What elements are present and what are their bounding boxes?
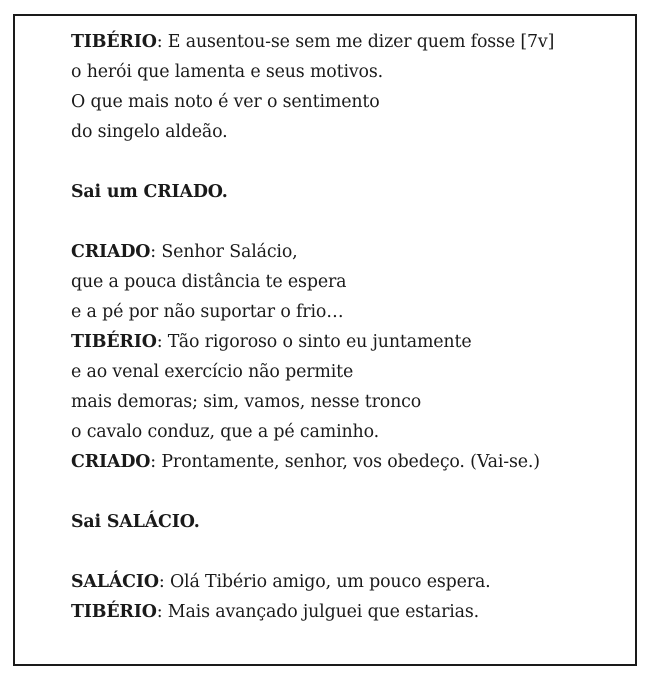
stage-direction bbox=[71, 507, 625, 537]
verse-text: o cavalo conduz, que a pé caminho. bbox=[71, 422, 379, 442]
speaker-name: TIBÉRIO bbox=[71, 32, 157, 52]
stage-direction-text: Sai um CRIADO. bbox=[71, 182, 228, 202]
speech-text: : Senhor Salácio, bbox=[150, 242, 298, 262]
blank-line bbox=[71, 477, 625, 507]
speech-line bbox=[71, 327, 625, 357]
verse-text: O que mais noto é ver o sentimento bbox=[71, 92, 380, 112]
verse-line bbox=[71, 267, 625, 297]
verse-text: o herói que lamenta e seus motivos. bbox=[71, 62, 384, 82]
verse-line bbox=[71, 357, 625, 387]
verse-text: e a pé por não suportar o frio… bbox=[71, 302, 344, 322]
speech-text: : Mais avançado julguei que estarias. bbox=[156, 602, 480, 622]
speech-text: : Tão rigoroso o sinto eu juntamente bbox=[156, 332, 472, 352]
speaker-name: CRIADO bbox=[71, 452, 151, 472]
blank-line bbox=[71, 537, 625, 567]
play-text bbox=[71, 27, 625, 627]
blank-line bbox=[71, 207, 625, 237]
stage-direction-text: Sai SALÁCIO. bbox=[71, 512, 200, 532]
verse-text: que a pouca distância te espera bbox=[71, 272, 347, 292]
speech-line bbox=[71, 27, 625, 57]
speech-text: : Olá Tibério amigo, um pouco espera. bbox=[158, 572, 491, 592]
speaker-name: TIBÉRIO bbox=[71, 332, 157, 352]
speaker-name: TIBÉRIO bbox=[71, 602, 157, 622]
speech-line bbox=[71, 567, 625, 597]
speech-text: : E ausentou-se sem me dizer quem fosse [7v] bbox=[156, 32, 555, 52]
speaker-name: SALÁCIO bbox=[71, 572, 159, 592]
verse-line bbox=[71, 387, 625, 417]
verse-line bbox=[71, 57, 625, 87]
verse-line bbox=[71, 87, 625, 117]
speech-line bbox=[71, 447, 625, 477]
speech-line bbox=[71, 597, 625, 627]
speech-line bbox=[71, 237, 625, 267]
verse-line bbox=[71, 297, 625, 327]
blank-line bbox=[71, 147, 625, 177]
verse-text: e ao venal exercício não permite bbox=[71, 362, 354, 382]
verse-text: do singelo aldeão. bbox=[71, 122, 228, 142]
speech-text: : Prontamente, senhor, vos obedeço. (Vai-se.) bbox=[150, 452, 540, 472]
verse-line bbox=[71, 117, 625, 147]
verse-line bbox=[71, 417, 625, 447]
verse-text: mais demoras; sim, vamos, nesse tronco bbox=[71, 392, 422, 412]
stage-direction bbox=[71, 177, 625, 207]
document-frame bbox=[13, 14, 637, 666]
speaker-name: CRIADO bbox=[71, 242, 151, 262]
